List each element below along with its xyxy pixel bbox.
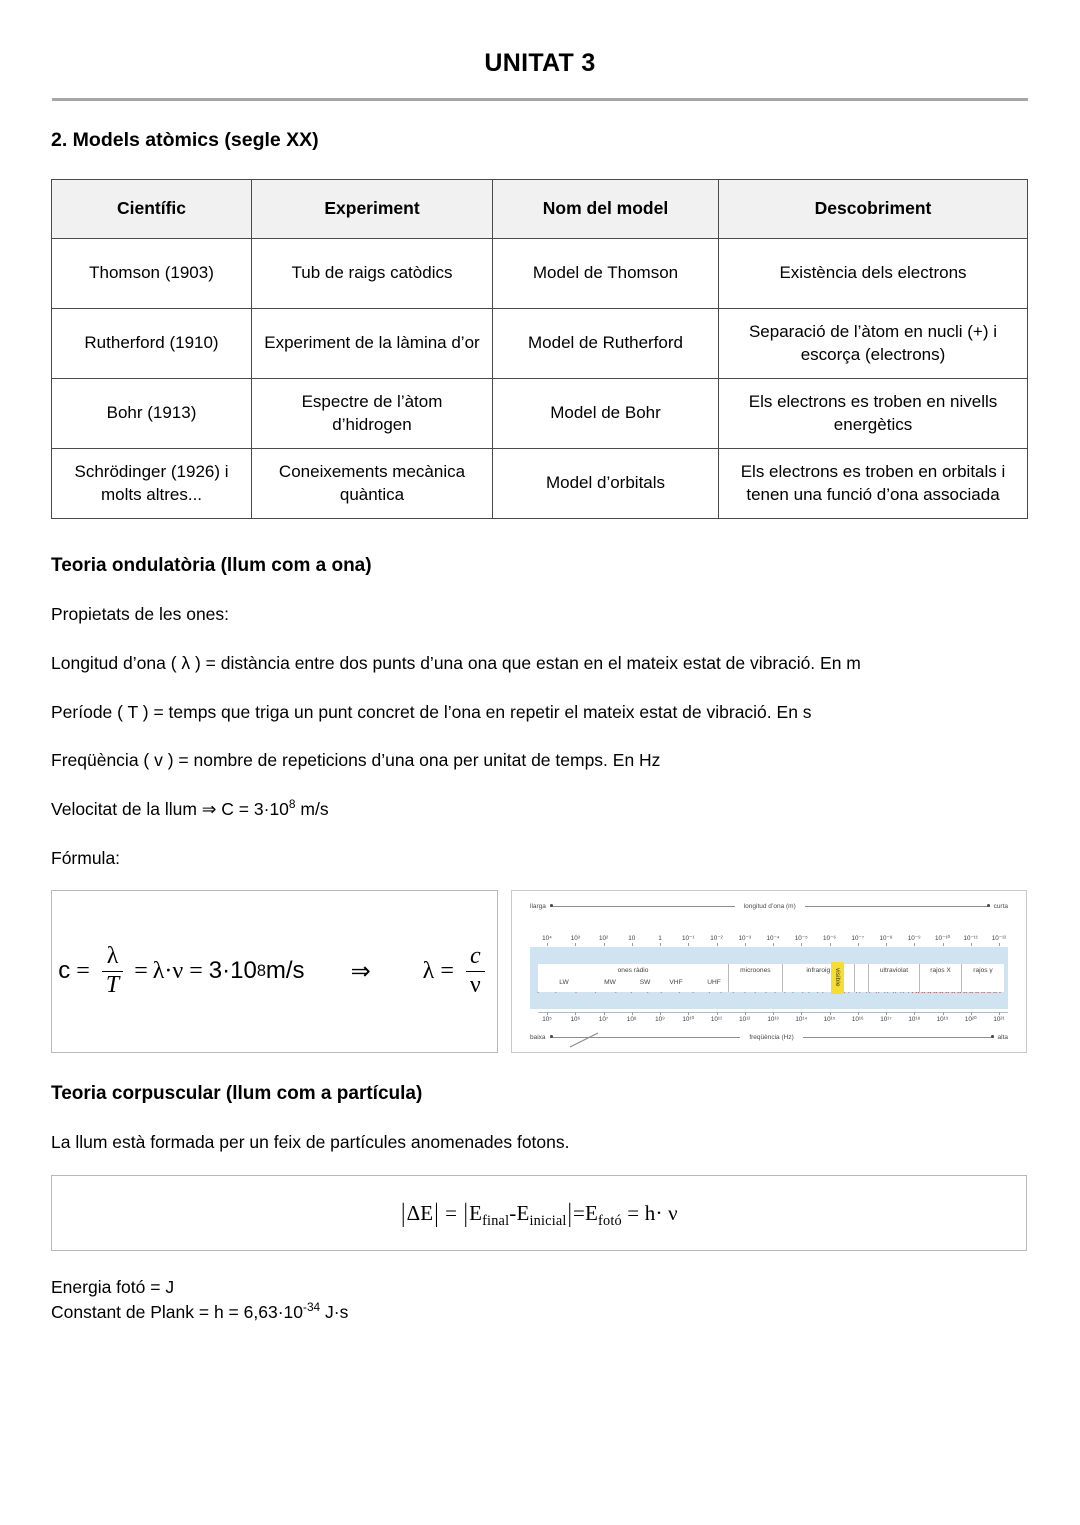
cell-experiment: Espectre de l’àtom d’hidrogen bbox=[252, 379, 493, 449]
cell-experiment: Experiment de la làmina d’or bbox=[252, 309, 493, 379]
formula-equals-4: = bbox=[440, 957, 454, 984]
subband-lw: LW bbox=[559, 978, 569, 986]
wavelength-tick: 10⁻⁶ bbox=[821, 935, 839, 942]
formula-equals-3: = bbox=[189, 957, 203, 984]
table-row bbox=[52, 379, 1028, 449]
bottom-axis-left-label: baixa bbox=[530, 1033, 546, 1041]
energy-delta-e: ΔE bbox=[406, 1200, 434, 1225]
cell-descobriment: Existència dels electrons bbox=[719, 239, 1028, 309]
band-label-ultraviolat: ultraviolat bbox=[869, 964, 920, 992]
cell-model: Model de Bohr bbox=[493, 379, 719, 449]
wavelength-tick: 10⁻¹² bbox=[991, 934, 1007, 942]
energy-equals-2: = bbox=[572, 1200, 586, 1225]
frequency-tick: 10¹² bbox=[736, 1016, 754, 1023]
cell-experiment: Coneixements mecànica quàntica bbox=[252, 449, 493, 519]
cell-experiment: Tub de raigs catòdics bbox=[252, 239, 493, 309]
formula-lambda-2: λ bbox=[422, 957, 435, 984]
bottom-axis-right-label: alta bbox=[997, 1033, 1008, 1041]
top-axis-center-label: longitud d’ona (m) bbox=[743, 902, 796, 910]
wavelength-tick: 10⁻⁸ bbox=[877, 935, 895, 942]
fraction-denominator-nu: ν bbox=[466, 971, 485, 998]
formula-equals-1: = bbox=[76, 957, 90, 984]
cell-cientific: Bohr (1913) bbox=[52, 379, 252, 449]
wavelength-tick: 10⁻² bbox=[708, 935, 726, 942]
energy-e-foto: E bbox=[585, 1200, 599, 1225]
spectrum-pointer-line bbox=[568, 1031, 608, 1049]
property-wavelength: Longitud d’ona ( λ ) = distància entre dos punts d’una ona que estan en el mateix estat de vibració. En m bbox=[51, 652, 861, 673]
formula-equals-2: = bbox=[134, 957, 148, 984]
frequency-tick: 10²⁰ bbox=[962, 1016, 980, 1023]
frequency-tick: 10¹⁹ bbox=[934, 1016, 952, 1023]
frequency-tick: 10⁹ bbox=[651, 1016, 669, 1023]
frequency-tick: 10¹³ bbox=[764, 1016, 782, 1023]
wavelength-tick: 10⁴ bbox=[538, 935, 556, 942]
frequency-tick: 10⁶ bbox=[566, 1016, 584, 1023]
cell-cientific: Rutherford (1910) bbox=[52, 309, 252, 379]
speed-of-light-exponent: 8 bbox=[288, 797, 296, 812]
table-row bbox=[52, 449, 1028, 519]
subband-vhf: VHF bbox=[669, 978, 683, 986]
table-header-row bbox=[52, 180, 1028, 239]
cell-cientific: Thomson (1903) bbox=[52, 239, 252, 309]
top-axis-left-label: llarga bbox=[530, 902, 546, 910]
planck-exponent: -34 bbox=[302, 1300, 321, 1315]
abs-bar-open-1: | bbox=[401, 1197, 406, 1228]
wavelength-tick: 10⁻³ bbox=[736, 935, 754, 942]
frequency-tick: 10¹⁶ bbox=[849, 1016, 867, 1023]
band-label-rajos-x: rajos X bbox=[920, 964, 962, 992]
spectrum-top-axis-caption bbox=[512, 903, 1026, 910]
formula-lambda-nu: λ·ν bbox=[152, 957, 184, 984]
energy-e-final-sub: final bbox=[482, 1212, 510, 1229]
page-title: UNITAT 3 bbox=[484, 49, 596, 77]
wavelength-tick: 1 bbox=[651, 935, 669, 942]
cell-model: Model d’orbitals bbox=[493, 449, 719, 519]
wavelength-tick-labels bbox=[538, 935, 1008, 942]
frequency-tick: 10¹¹ bbox=[708, 1016, 726, 1023]
wave-formula: c = $\frac{\lambda}{T}$ = λ·ν = 3·10 8 m/s ⇒ λ = $\frac{c}{\nu}$ bbox=[58, 944, 490, 997]
formula-value: 3·10 bbox=[208, 957, 257, 984]
wavelength-tick: 10⁻⁹ bbox=[905, 935, 923, 942]
band-label-infraroig: infraroig bbox=[783, 964, 855, 992]
implies-arrow-icon: ⇒ bbox=[350, 957, 371, 985]
fraction-denominator: T bbox=[102, 971, 123, 998]
formula-label: Fórmula: bbox=[51, 847, 121, 868]
table-row bbox=[52, 309, 1028, 379]
cell-model: Model de Rutherford bbox=[493, 309, 719, 379]
photon-energy-note: Energia fotó = J bbox=[51, 1277, 175, 1298]
speed-of-light-line bbox=[51, 798, 1029, 821]
corpuscular-theory-intro: La llum està formada per un feix de partícules anomenades fotons. bbox=[51, 1131, 570, 1152]
planck-unit: J·s bbox=[320, 1302, 349, 1323]
fraction-numerator-c: c bbox=[469, 943, 481, 970]
cell-model: Model de Thomson bbox=[493, 239, 719, 309]
column-header-experiment: Experiment bbox=[252, 180, 493, 239]
section-heading-models: 2. Models atòmics (segle XX) bbox=[51, 129, 319, 151]
bottom-axis-center-label: freqüència (Hz) bbox=[749, 1033, 794, 1041]
wavelength-tick: 10⁻¹¹ bbox=[963, 934, 979, 942]
frequency-tick: 10¹⁵ bbox=[821, 1016, 839, 1023]
planck-prefix: Constant de Plank = h = 6,63·10 bbox=[51, 1302, 303, 1323]
corpuscular-theory-heading: Teoria corpuscular (llum com a partícula) bbox=[51, 1082, 423, 1104]
frequency-tick: 10⁵ bbox=[538, 1016, 556, 1023]
column-header-cientific: Científic bbox=[52, 180, 252, 239]
property-frequency: Freqüència ( v ) = nombre de repeticions d’una ona per unitat de temps. En Hz bbox=[51, 750, 661, 771]
cell-descobriment: Els electrons es troben en nivells energètics bbox=[719, 379, 1028, 449]
cell-descobriment: Els electrons es troben en orbitals i tenen una funció d’ona associada bbox=[719, 449, 1028, 519]
fraction-numerator: λ bbox=[106, 943, 119, 970]
band-label-microones: microones bbox=[729, 964, 783, 992]
visible-band-chip: visible bbox=[831, 962, 844, 994]
wave-theory-heading: Teoria ondulatòria (llum com a ona) bbox=[51, 555, 372, 576]
energy-minus: - bbox=[509, 1200, 517, 1225]
speed-of-light-prefix: Velocitat de la llum ⇒ C = 3·10 bbox=[51, 799, 289, 819]
fraction-lambda-over-t bbox=[102, 944, 123, 997]
abs-bar-close-2: | bbox=[567, 1197, 572, 1228]
frequency-tick: 10¹⁸ bbox=[905, 1016, 923, 1023]
wavelength-tick: 10⁻¹⁰ bbox=[935, 934, 950, 942]
fraction-c-over-nu bbox=[466, 944, 485, 997]
abs-bar-open-2: | bbox=[463, 1197, 469, 1228]
models-table bbox=[51, 179, 1028, 519]
energy-equals-1: = bbox=[445, 1200, 458, 1225]
energy-e-foto-sub: fotó bbox=[598, 1212, 622, 1229]
subband-mw: MW bbox=[604, 978, 616, 986]
radio-subband-labels bbox=[538, 979, 743, 986]
subband-uhf: UHF bbox=[707, 978, 721, 986]
frequency-tick: 10²¹ bbox=[990, 1016, 1008, 1023]
frequency-tick: 10¹⁰ bbox=[679, 1016, 697, 1023]
band-label-rajos-gamma: rajos γ bbox=[973, 966, 993, 974]
table-row bbox=[52, 239, 1028, 309]
wavelength-tick: 10³ bbox=[566, 935, 584, 942]
frequency-tick: 10⁸ bbox=[623, 1016, 641, 1023]
frequency-tick: 10¹⁷ bbox=[877, 1016, 895, 1023]
energy-equals-3: = bbox=[627, 1200, 640, 1225]
energy-h-nu: h· ν bbox=[644, 1200, 678, 1225]
energy-e-inicial-sub: inicial bbox=[529, 1212, 567, 1229]
speed-of-light-unit: m/s bbox=[295, 799, 329, 819]
energy-formula bbox=[400, 1197, 678, 1229]
frequency-tick: 10⁷ bbox=[595, 1016, 613, 1023]
energy-e-inicial: E bbox=[516, 1200, 530, 1225]
spectrum-band-labels bbox=[538, 964, 1004, 992]
cell-cientific: Schrödinger (1926) i molts altres... bbox=[52, 449, 252, 519]
frequency-tick: 10¹⁴ bbox=[792, 1016, 810, 1023]
wavelength-tick: 10⁻⁷ bbox=[849, 935, 867, 942]
frequency-tick-labels bbox=[538, 1016, 1008, 1023]
planck-constant-note bbox=[51, 1300, 1029, 1325]
cell-descobriment: Separació de l’àtom en nucli (+) i escorça (electrons) bbox=[719, 309, 1028, 379]
column-header-model: Nom del model bbox=[493, 180, 719, 239]
band-label-ones-radio: ones ràdio bbox=[538, 964, 729, 992]
energy-e-final: E bbox=[469, 1200, 483, 1225]
formula-value-unit: m/s bbox=[265, 957, 305, 984]
wave-formula-box bbox=[51, 890, 498, 1053]
wavelength-tick: 10² bbox=[595, 935, 613, 942]
energy-formula-box bbox=[51, 1175, 1027, 1251]
top-axis-right-label: curta bbox=[993, 902, 1009, 910]
abs-bar-close-1: | bbox=[434, 1197, 439, 1228]
band-label-visible-slot bbox=[855, 964, 869, 992]
wavelength-tick: 10⁻⁵ bbox=[792, 935, 810, 942]
wavelength-tick: 10⁻¹ bbox=[679, 935, 697, 942]
photon-notes bbox=[51, 1275, 1029, 1325]
property-period: Període ( T ) = temps que triga un punt concret de l’ona en repetir el mateix estat de vibració. En s bbox=[51, 701, 812, 722]
wave-theory-intro: Propietats de les ones: bbox=[51, 604, 230, 624]
wavelength-tick: 10⁻⁴ bbox=[764, 935, 782, 942]
formula-c: c bbox=[58, 957, 71, 984]
formula-and-figure-row bbox=[51, 890, 1029, 1053]
wavelength-tick: 10 bbox=[623, 935, 641, 942]
column-header-descobriment: Descobriment bbox=[719, 180, 1028, 239]
subband-sw: SW bbox=[639, 978, 651, 986]
electromagnetic-spectrum-figure bbox=[511, 890, 1027, 1053]
